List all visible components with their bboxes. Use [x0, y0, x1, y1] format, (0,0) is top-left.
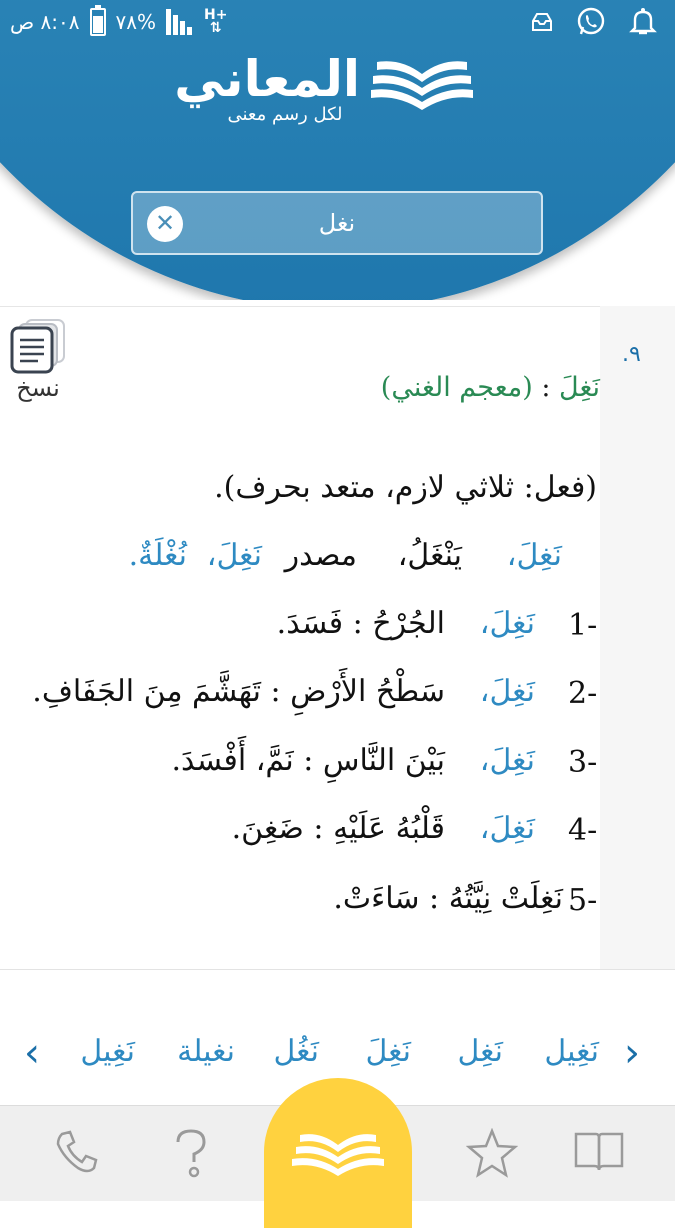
- sense-number: 4-: [568, 813, 598, 848]
- form-past[interactable]: نَغِلَ،: [506, 538, 562, 573]
- sense-text: بَيْنَ النَّاسِ : نَمَّ، أَفْسَدَ.: [171, 743, 445, 778]
- network-type: H+ ⇅: [204, 7, 228, 36]
- inbox-icon: [531, 11, 553, 33]
- status-bar: [0, 0, 675, 46]
- sense-number: 1-: [568, 608, 598, 643]
- dictionary-source: (معجم الغني): [380, 372, 533, 403]
- sense-text: الجُرْحُ : فَسَدَ.: [276, 606, 445, 641]
- sense-text: قَلْبُهُ عَلَيْهِ : ضَغِنَ.: [231, 811, 445, 846]
- search-box[interactable]: [131, 191, 543, 255]
- whatsapp-icon: [575, 6, 607, 38]
- copy-icon: [8, 318, 70, 378]
- sense-text: نَغِلَتْ نِيَّتُهُ : سَاءَتْ.: [333, 881, 563, 916]
- content-top-divider: [0, 306, 675, 307]
- battery-icon: [90, 8, 106, 36]
- status-right: [531, 6, 657, 38]
- content-bottom-divider: [0, 969, 675, 970]
- app-logo: [174, 50, 485, 130]
- sense-word[interactable]: نَغِلَ،: [479, 674, 535, 709]
- form-present: يَنْغَلُ،: [397, 538, 462, 573]
- entry-number-column: [600, 306, 675, 970]
- logo-tagline: لكل رسم معنى: [227, 104, 343, 125]
- signal-icon: [166, 9, 194, 35]
- sense-number: 5-: [568, 883, 598, 918]
- star-favorites-icon[interactable]: [466, 1128, 518, 1178]
- related-word[interactable]: نغيلة: [177, 1034, 235, 1069]
- sense-word[interactable]: نَغِلَ،: [479, 743, 535, 778]
- status-time: ٨:٠٨ ص: [10, 10, 80, 34]
- headword: نَغِلَ: [559, 372, 600, 403]
- dictionary-book-icon[interactable]: [572, 1128, 626, 1174]
- copy-button[interactable]: [6, 318, 70, 408]
- form-masdar-1[interactable]: نَغِلَ،: [206, 538, 262, 573]
- form-masdar-2[interactable]: نُغْلَةٌ.: [128, 538, 187, 573]
- part-of-speech: (فعل: ثلاثي لازم، متعد بحرف).: [214, 470, 597, 505]
- help-question-icon[interactable]: [168, 1128, 214, 1180]
- header: [0, 0, 675, 300]
- battery-level: %٧٨: [115, 10, 157, 34]
- sense-text: سَطْحُ الأَرْضِ : تَهَشَّمَ مِنَ الجَفَافِ.: [32, 674, 445, 709]
- open-book-logo-icon: [367, 50, 477, 120]
- heading-separator: :: [532, 372, 559, 403]
- related-word[interactable]: نَغِل: [457, 1034, 503, 1069]
- search-input[interactable]: نغل: [318, 209, 356, 237]
- related-word[interactable]: نَغِيل: [544, 1034, 599, 1069]
- related-word[interactable]: نَغِلَ: [365, 1034, 411, 1069]
- form-masdar-label: مصدر: [284, 538, 357, 573]
- home-book-icon: [290, 1124, 386, 1184]
- sense-number: 2-: [568, 676, 598, 711]
- phone-icon[interactable]: [52, 1128, 102, 1178]
- next-arrow-icon[interactable]: ›: [624, 1030, 640, 1076]
- sense-word[interactable]: نَغِلَ،: [479, 811, 535, 846]
- copy-label: نسخ: [16, 374, 60, 402]
- entry-heading: [381, 372, 600, 403]
- related-word[interactable]: نَغُل: [273, 1034, 319, 1069]
- logo-text: المعاني: [174, 50, 360, 108]
- clear-search-button[interactable]: ✕: [147, 206, 183, 242]
- verb-forms: [100, 538, 562, 586]
- status-left: [10, 8, 227, 36]
- related-word[interactable]: نَغِيل: [80, 1034, 135, 1069]
- sense-number: 3-: [568, 745, 598, 780]
- network-label: H+: [204, 7, 228, 23]
- prev-arrow-icon[interactable]: ‹: [24, 1030, 40, 1076]
- sense-word[interactable]: نَغِلَ،: [479, 606, 535, 641]
- entry-number: ٩.: [622, 342, 641, 367]
- notification-bell-icon: [629, 6, 657, 38]
